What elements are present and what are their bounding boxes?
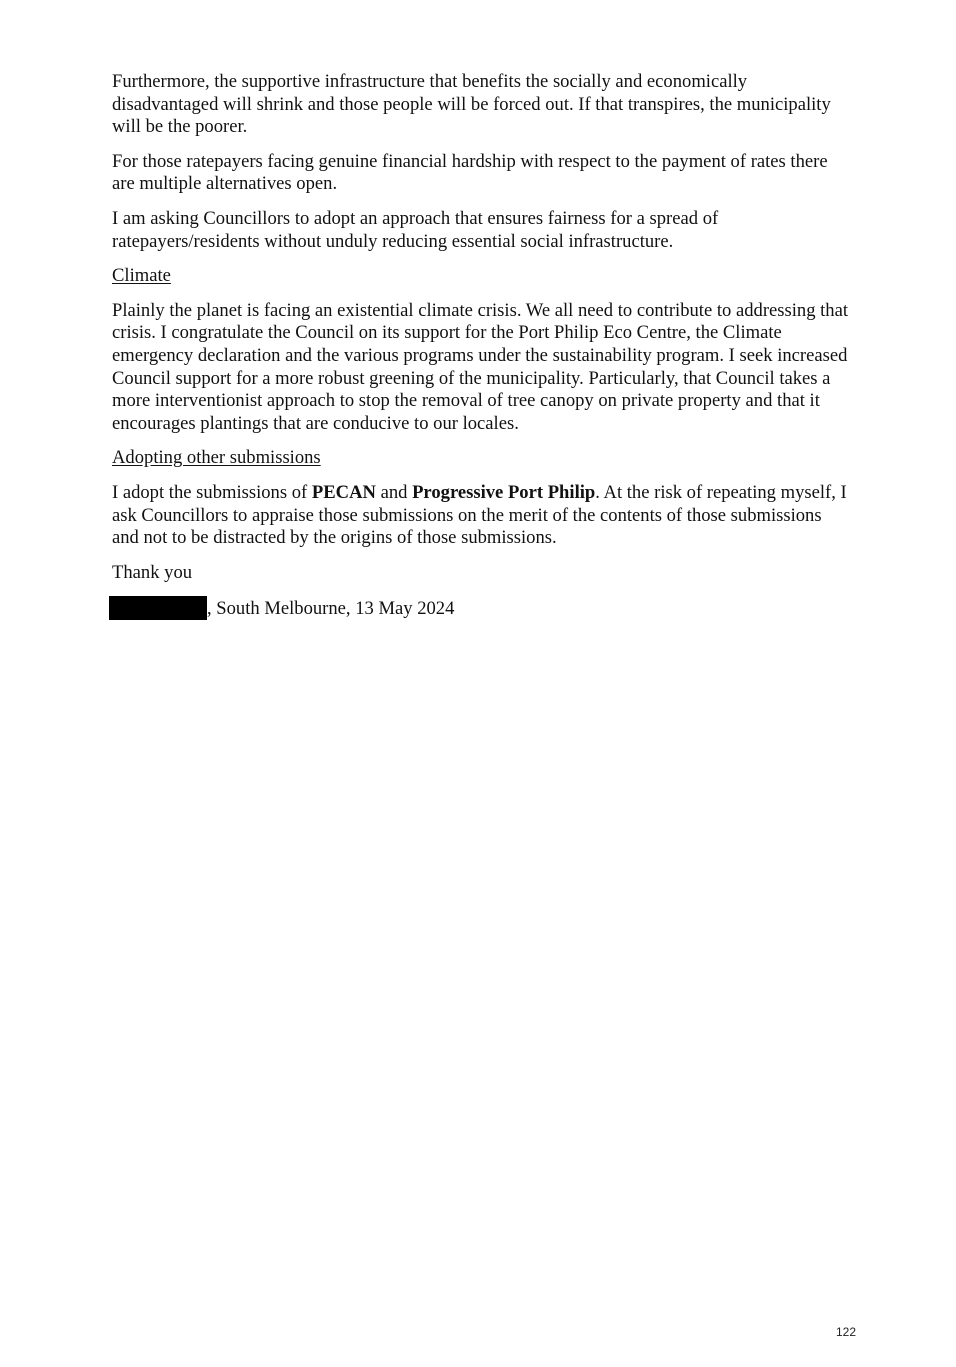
closing-thanks: Thank you [112, 561, 193, 583]
paragraph-adopting-submissions [112, 482, 852, 550]
paragraph-fairness: I am asking Councillors to adopt an approach that ensures fairness for a spread of ratepayers/residents without unduly reducing essential social infrastructure. [112, 207, 719, 252]
org-progressive-port-philip: Progressive Port Philip [412, 481, 596, 503]
paragraph-hardship: For those ratepayers facing genuine financial hardship with respect to the payment of rates there are multiple alternatives open. [112, 150, 828, 195]
adopt-text-middle: and [375, 481, 413, 503]
org-pecan: PECAN [311, 481, 376, 503]
signature-location-date: , South Melbourne, 13 May 2024 [207, 598, 455, 620]
heading-adopting-submissions: Adopting other submissions [112, 447, 321, 469]
signature-line [112, 596, 852, 621]
paragraph-climate: Plainly the planet is facing an existential climate crisis. We all need to contribute to addressing that crisis. I congratulate the Council on its support for the Port Philip Eco Centre, the Climate emergency declaration and the various programs under the sustainability program. I seek increased Council support for a more robust greening of the municipality. Particularly, that Council takes a more interventionist approach to stop the removal of tree canopy on private property and that it encourages plantings that are conducive to our locales. [112, 299, 849, 434]
redacted-name [109, 596, 207, 620]
paragraph-infrastructure: Furthermore, the supportive infrastructure that benefits the socially and economically disadvantaged will shrink and those people will be forced out. If that transpires, the municipality will be the poorer. [112, 71, 831, 138]
heading-climate: Climate [112, 265, 171, 287]
adopt-text-before: I adopt the submissions of [112, 481, 312, 503]
page-number: 122 [836, 1325, 857, 1339]
document-body [112, 71, 852, 633]
adopt-text-after: . At the risk of repeating myself, I ask Councillors to appraise those submissions on the merit of the contents of those submissions and not to be distracted by the origins of those submissions. [112, 481, 847, 549]
